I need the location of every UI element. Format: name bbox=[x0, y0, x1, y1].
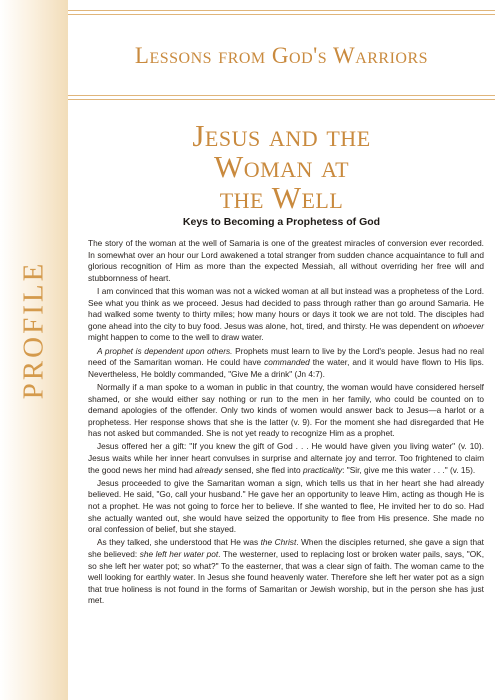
title-line-1: Jesus and the bbox=[192, 118, 371, 153]
header-rule-bottom bbox=[68, 95, 495, 96]
paragraph-text: the water, and it would have flown to His lips. Nevertheless, He boldly commanded, "Give Me a drink" (Jn 4:7). bbox=[88, 357, 484, 379]
emphasis: the Christ bbox=[260, 537, 297, 548]
paragraph-text: Prophets must learn to live by the Lord's people. Jesus had no real need of the Samaritan woman. He could have bbox=[88, 345, 484, 368]
emphasis: practicality bbox=[302, 464, 343, 475]
paragraph-text: Jesus proceeded to give the Samaritan woman a sign, which tells us that in her heart she had already believed. He said, "Go, call your husband." He gave her an opportunity to leave Him, acting as though He is not a prophet. He was not going to force her to believe. If she wanted to flee, He invited her to do so. Had she actually wanted out, she would have seized the opportunity to flee from His presence. She made no oral confession of belief, but she stayed. bbox=[88, 477, 484, 535]
sidebar-band bbox=[0, 0, 68, 700]
profile-label: PROFILE bbox=[17, 260, 50, 400]
emphasis: she left her water pot bbox=[139, 549, 219, 559]
emphasis: commanded bbox=[264, 357, 310, 368]
paragraph bbox=[88, 346, 484, 381]
emphasis: A prophet is dependent upon others. bbox=[97, 345, 233, 356]
paragraph-text: . The westerner, used to replacing lost or broken water pails, says, "OK, so she left her water pot; so what?" To the easterner, that was a clear sign of faith. The woman came to the well looking for earthly water. In Jesus she found heavenly water. Therefore she left her water pot as a sign that true holiness is not found in the forms of Samaritan or Jewish worship, but in the person she has just met. bbox=[88, 549, 485, 606]
header-rule-top-inner bbox=[68, 14, 495, 15]
title-line-2: Woman at bbox=[213, 149, 350, 184]
article-subtitle: Keys to Becoming a Prophetess of God bbox=[182, 216, 381, 228]
paragraph bbox=[88, 478, 484, 536]
paragraph-text: . When the disciples returned, she gave a sign that she believed: bbox=[88, 537, 484, 559]
paragraph-text: As they talked, she understood that He was bbox=[97, 537, 261, 548]
paragraph bbox=[88, 537, 484, 607]
emphasis: already bbox=[195, 464, 223, 475]
paragraph-text: might happen to come to the well to draw water. bbox=[88, 332, 264, 343]
paragraph-text: I am convinced that this woman was not a wicked woman at all but instead was a prophetess of the Lord. See what you think as we proceed. Jesus had decided to pass through rather than go around Samaria. He had walked some twenty to thirty miles; how many hours or days it took we are not told. The disciples had gone ahead into the city to buy food. Jesus was alone, hot, tired, and thirsty. He was dependent on bbox=[88, 285, 484, 331]
paragraph bbox=[88, 382, 484, 440]
paragraph bbox=[88, 441, 484, 476]
paragraph-text: Jesus offered her a gift: "If you knew the gift of God . . . He would have given you living water" (v. 10). Jesus waits while her inner heart convulses in surprise and alternate joy and terror. Too frightened to claim the good news her mind had bbox=[88, 441, 484, 475]
paragraph bbox=[88, 238, 484, 284]
paragraph-text: Normally if a man spoke to a woman in public in that country, the woman would have considered herself shamed, or she would either say nothing or run to the men in her family, who could be counted on to demand apologies of the offender. Only two kinds of women would answer back to Jesus—a harlot or a prophetess. Her response shows that she is the latter (v. 9). For the moment she had disregarded that He has not asked but commanded. She is not yet ready to recognize Him as a prophet. bbox=[88, 381, 484, 439]
article-title bbox=[68, 120, 495, 213]
paragraph-text: The story of the woman at the well of Samaria is one of the greatest miracles of conversion ever recorded. In somewhat over an hour our Lord awakened a total stranger from sudden chance acquaintance to full and glorious recognition of Him as more than the expected Messiah, all without overriding her free will and stubbornness of heart. bbox=[88, 238, 484, 283]
series-title: Lessons from God's Warriors bbox=[134, 43, 429, 68]
paragraph-text: sensed, she fled into bbox=[222, 464, 303, 475]
header-rule-top bbox=[68, 10, 495, 11]
title-line-3: the Well bbox=[219, 180, 344, 215]
paragraph bbox=[88, 286, 484, 344]
header-rule-bottom-inner bbox=[68, 99, 495, 100]
article-body bbox=[88, 238, 484, 609]
paragraph-text: : "Sir, give me this water . . ." (v. 15). bbox=[342, 464, 476, 475]
emphasis: whoever bbox=[452, 320, 484, 331]
